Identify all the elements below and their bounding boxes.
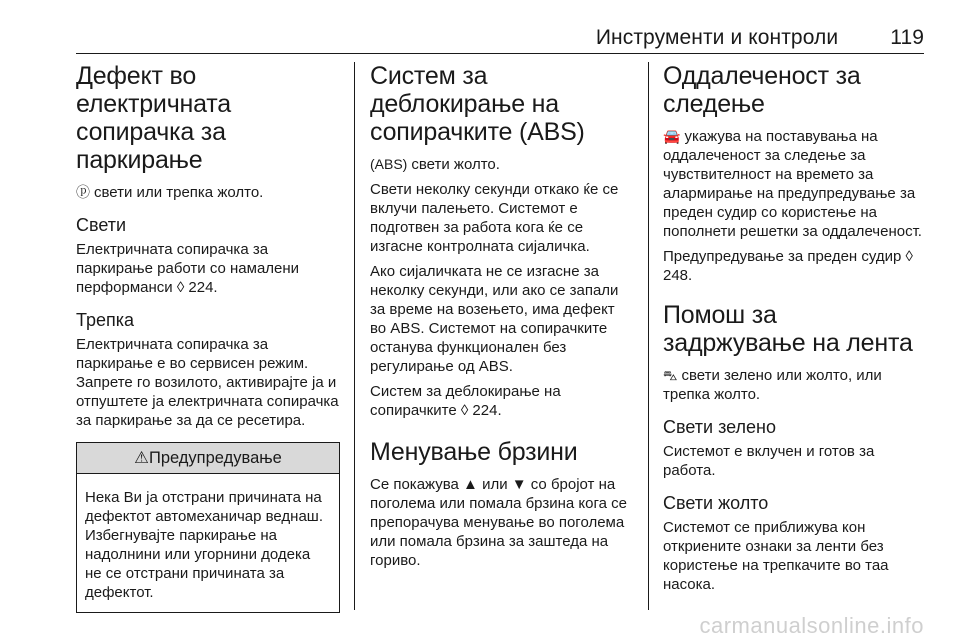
- text-green: Системот е вклучен и готов за работа.: [663, 443, 875, 479]
- abs-intro: (ABS) свети жолто.: [370, 156, 500, 173]
- section-heading-parking-brake: Дефект во електричната сопирачка за паркирање: [76, 62, 231, 174]
- subheading-lit: Свети: [76, 215, 127, 235]
- text-flashing: Електричната сопирачка за паркирање е во сервисен режим. Запрете го возилото, активирајте ја и отпуштете ја електричната сопирачка за паркирање за да се ресетира.: [76, 336, 339, 429]
- warning-icon: ⚠: [134, 449, 149, 467]
- abs-paragraph-2: Ако сијаличката не се изгасне за неколку секунди, или ако се запали за време на возењето, има дефект во ABS. Системот на сопирачките останува функционален без регулирање од ABS.: [370, 263, 619, 375]
- subheading-yellow: Свети жолто: [663, 493, 769, 513]
- page-number: 119: [890, 26, 924, 49]
- chapter-title: Инструменти и контроли: [595, 26, 839, 49]
- header-rule: [76, 53, 924, 54]
- warning-text: Нека Ви ја отстрани причината на дефектот автомеханичар веднаш. Избегнувајте паркирање на надолнини или угорнини додека не се отстрани причината за дефектот.: [85, 489, 324, 601]
- column-2: [370, 62, 634, 576]
- section-heading-abs: Систем за деблокирање на сопирачките (ABS): [370, 62, 585, 146]
- section-heading-lane-keep: Помош за задржување на лента: [663, 301, 913, 357]
- forward-collision-ref: Предупредување за преден судир ◊ 248.: [663, 248, 913, 284]
- lane-keep-assist-icon: ⛍: [663, 367, 678, 383]
- text-yellow: Системот се приближува кон откриените ознаки за ленти без користење на трепкачите во таа насока.: [663, 519, 889, 593]
- intro-text: ⓟ свети или трепка жолто.: [76, 184, 264, 201]
- column-3: [663, 62, 925, 600]
- warning-box: [76, 442, 340, 613]
- column-divider-1: [354, 62, 355, 610]
- column-divider-2: [648, 62, 649, 610]
- column-1: [76, 62, 340, 613]
- subheading-green: Свети зелено: [663, 417, 777, 437]
- gear-shift-text: Се покажува ▲ или ▼ со бројот на поголема или помала брзина кога се препорачува менување во поголема или помала брзина за заштеда на гориво.: [370, 476, 627, 569]
- section-heading-gear-shift: Менување брзини: [370, 438, 578, 466]
- abs-paragraph-3: Систем за деблокирање на сопирачките ◊ 224.: [370, 383, 561, 419]
- abs-paragraph-1: Свети неколку секунди откако ќе се вклучи палењето. Системот е подготвен за работа кога ќе се изгасне контролната сијаличка.: [370, 181, 619, 255]
- abs-warning-icon: (ABS): [370, 156, 408, 172]
- parking-brake-fault-icon: ⓟ: [76, 184, 90, 200]
- following-distance-icon: 🚘: [663, 128, 681, 144]
- page-header: [596, 26, 924, 50]
- warning-title: ⚠Предупредување: [77, 443, 339, 474]
- following-distance-text: 🚘 укажува на поставувања на оддалеченост за следење за чувствителност на времето за алармирање на предупредување за преден судир со користење на пополнети решетки за оддалеченост.: [663, 128, 922, 240]
- subheading-flashing: Трепка: [76, 310, 135, 330]
- text-lit: Електричната сопирачка за паркирање работи со намалени перформанси ◊ 224.: [76, 241, 300, 296]
- watermark: carmanualsonline.info: [699, 613, 924, 638]
- section-heading-following-distance: Оддалеченост за следење: [663, 62, 861, 118]
- lane-keep-intro: ⛍ свети зелено или жолто, или трепка жолто.: [663, 367, 882, 403]
